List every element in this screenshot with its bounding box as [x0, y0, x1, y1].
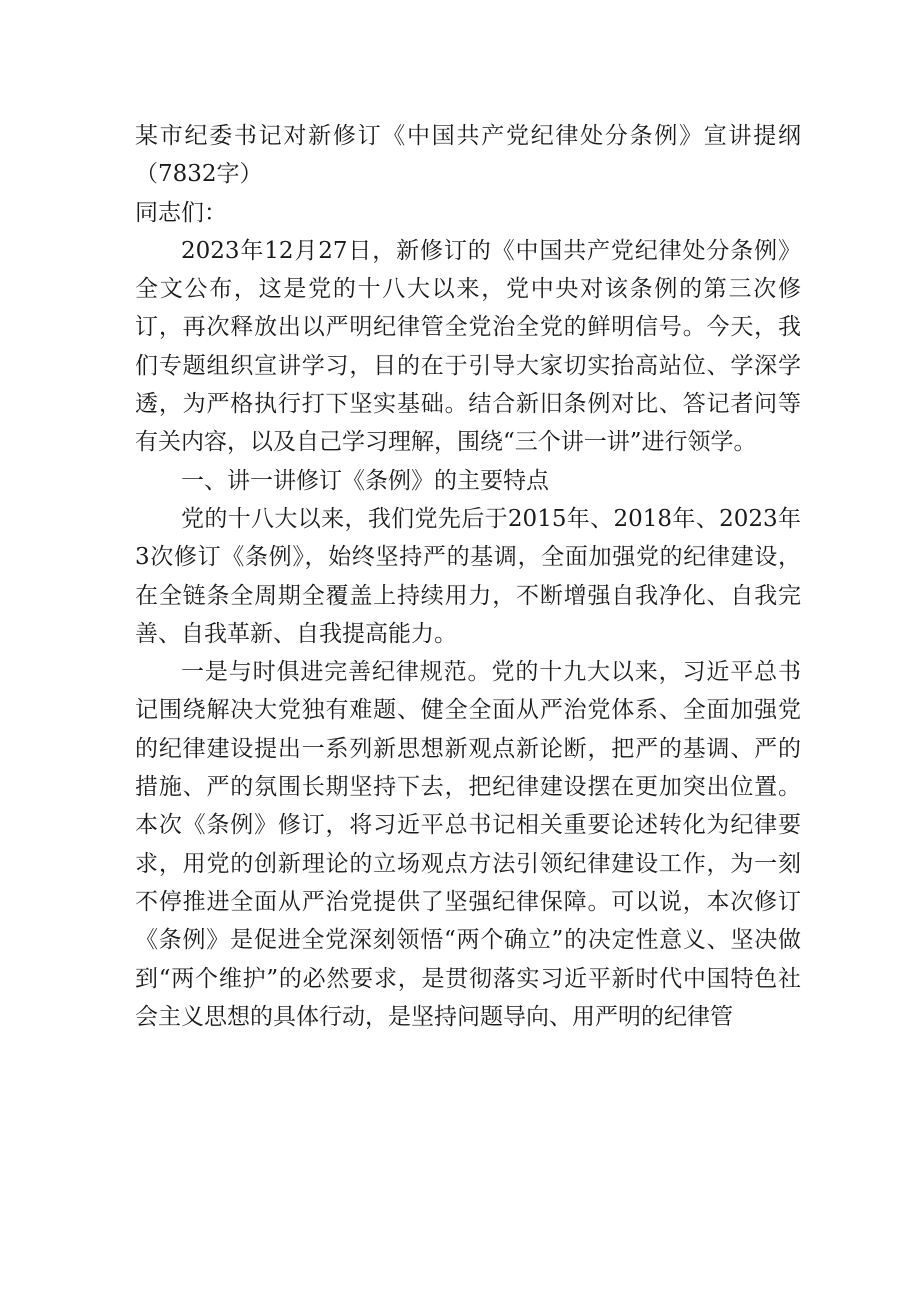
section-heading-1: 一、讲一讲修订《条例》的主要特点 — [181, 467, 549, 494]
paragraph-point-one: 一是与时俱进完善纪律规范。党的十九大以来，习近平总书记围绕解决大党独有难题、健全全面从严治党体系、全面加强党的纪律建设提出一系列新思想新观点新论断，把严的基调、严的措施、严的氛围长期坚持下去，把纪律建设摆在更加突出位置。本次《条例》修订，将习近平总书记相关重要论述转化为纪律要求，用党的创新理论的立场观点方法引领纪律建设工作，为一刻不停推进全面从严治党提供了坚强纪律保障。可以说，本次修订《条例》是促进全党深刻领悟“两个确立”的决定性意义、坚决做到“两个维护”的必然要求，是贯彻落实习近平新时代中国特色社会主义思想的具体行动，是坚持问题导向、用严明的纪律管 — [135, 659, 801, 1030]
paragraph-revision-history: 党的十八大以来，我们党先后于2015年、2018年、2023年3次修订《条例》，始终坚持严的基调，全面加强党的纪律建设，在全链条全周期全覆盖上持续用力，不断增强自我净化、自我完善、自我革新、自我提高能力。 — [135, 505, 801, 647]
document-title: 某市纪委书记对新修订《中国共产党纪律处分条例》宣讲提纲（7832字） — [135, 123, 801, 188]
document-body — [135, 117, 801, 1036]
paragraph-intro: 2023年12月27日，新修订的《中国共产党纪律处分条例》全文公布，这是党的十八大以来，党中央对该条例的第三次修订，再次释放出以严明纪律管全党治全党的鲜明信号。今天，我们专题组织宣讲学习，目的在于引导大家切实抬高站位、学深学透，为严格执行打下坚实基础。结合新旧条例对比、答记者问等有关内容，以及自己学习理解，围绕“三个讲一讲”进行领学。 — [135, 237, 801, 456]
greeting: 同志们： — [135, 199, 227, 226]
